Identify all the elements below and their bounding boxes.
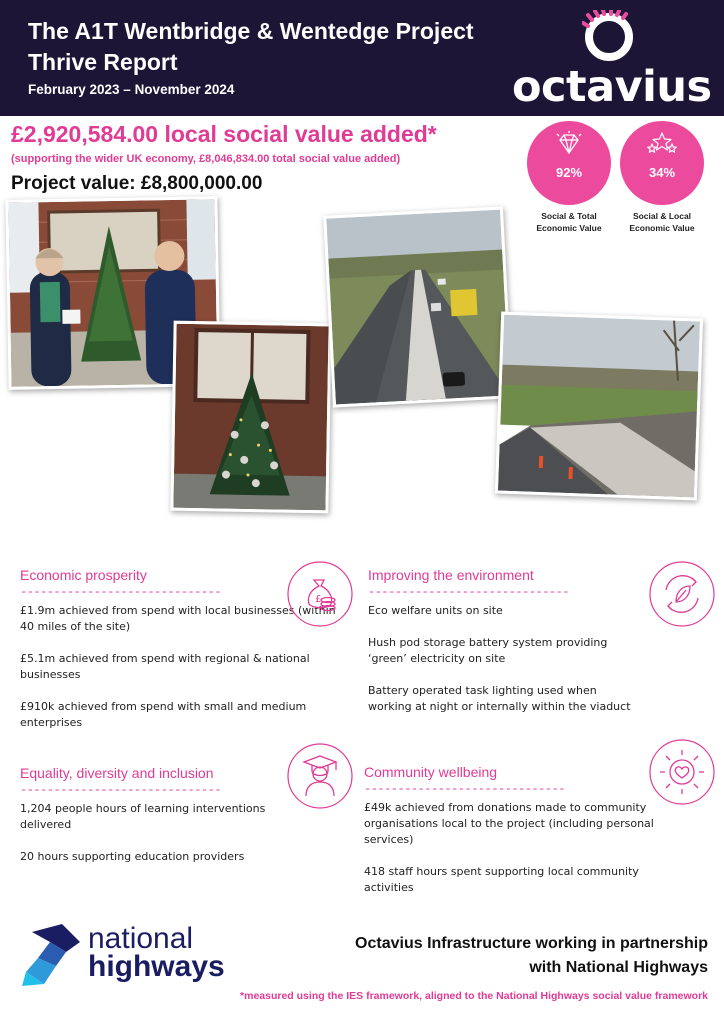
section-rule-environment: ------------------------------	[368, 585, 570, 599]
title-line-1: The A1T Wentbridge & Wentedge Project	[28, 18, 474, 44]
total-social-value-subline: (supporting the wider UK economy, £8,046,834.00 total social value added)	[11, 153, 401, 165]
section-body-community	[364, 800, 684, 912]
list-item: 20 hours supporting education providers	[20, 850, 245, 863]
photo-motorway-traffic	[323, 206, 513, 407]
section-rule-equality: ------------------------------	[20, 783, 222, 797]
local-social-value-headline: £2,920,584.00 local social value added*	[11, 121, 437, 147]
header-banner	[0, 0, 724, 116]
partnership-line-1: Octavius Infrastructure working in partnership	[355, 935, 708, 952]
list-item: Eco welfare units on site	[368, 604, 503, 617]
list-item: 418 staff hours spent supporting local community activities	[364, 865, 639, 894]
footnote: *measured using the IES framework, aligned to the National Highways social value framework	[240, 990, 708, 1002]
list-item: Battery operated task lighting used when working at night or internally within the viaduct	[368, 684, 631, 713]
stat-total-economic-value	[527, 121, 611, 205]
stat-local-economic-value	[620, 121, 704, 205]
stat-percent: 34%	[648, 165, 676, 180]
recycle-leaf-icon	[648, 560, 716, 628]
page-title	[28, 16, 474, 78]
section-rule-community: ------------------------------	[364, 782, 566, 796]
photo-decorated-tree	[170, 321, 331, 514]
partnership-line-2: with National Highways	[529, 959, 708, 976]
stat-label-line-1: Social & Total	[541, 211, 597, 221]
money-bag-coins-icon	[286, 560, 354, 628]
section-body-environment	[368, 603, 640, 731]
stat-percent: 92%	[555, 165, 583, 180]
photo-viaduct-works	[495, 312, 703, 501]
list-item: £1.9m achieved from spend with local businesses (within 40 miles of the site)	[20, 604, 336, 633]
partnership-statement	[268, 932, 708, 980]
project-value: Project value: £8,800,000.00	[11, 173, 263, 194]
octavius-ring-icon	[582, 10, 636, 64]
list-item: Hush pod storage battery system providing ‘green’ electricity on site	[368, 636, 608, 665]
section-title-community: Community wellbeing	[364, 764, 498, 780]
section-title-environment: Improving the environment	[368, 567, 534, 583]
octavius-logo: octavius	[512, 62, 712, 112]
stat-label-line-2: Economic Value	[629, 223, 695, 233]
section-body-equality	[20, 801, 292, 881]
section-rule-economic: ------------------------------	[20, 585, 222, 599]
heart-icon	[648, 738, 716, 806]
list-item: £5.1m achieved from spend with regional & national businesses	[20, 652, 310, 681]
diamond-icon	[554, 131, 584, 157]
stat-label-line-1: Social & Local	[632, 211, 692, 221]
list-item: £49k achieved from donations made to community organisations local to the project (including personal services)	[364, 801, 654, 846]
national-highways-wordmark-line-2: highways	[88, 950, 225, 983]
svg-text:£: £	[315, 594, 322, 605]
section-title-economic: Economic prosperity	[20, 567, 147, 583]
list-item: £910k achieved from spend with small and medium enterprises	[20, 700, 307, 729]
stars-icon	[647, 131, 677, 157]
report-dates: February 2023 – November 2024	[28, 82, 235, 97]
graduate-icon	[286, 742, 354, 810]
section-title-equality: Equality, diversity and inclusion	[20, 765, 214, 781]
stat-label-line-2: Economic Value	[536, 223, 602, 233]
list-item: 1,204 people hours of learning interventions delivered	[20, 802, 266, 831]
stat-label-local	[612, 210, 712, 234]
stat-label-total	[519, 210, 619, 234]
title-line-2: Thrive Report	[28, 49, 178, 75]
national-highways-wordmark-line-1: national	[88, 922, 194, 955]
